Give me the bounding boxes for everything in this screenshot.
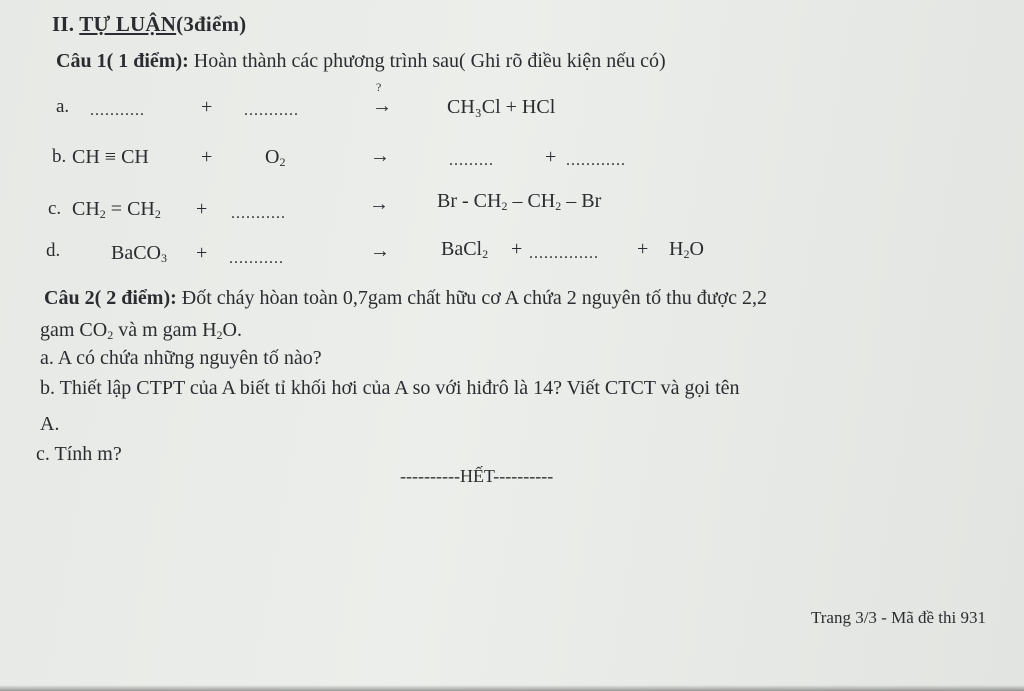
- eq-d-plus-3: +: [637, 238, 649, 260]
- eq-d-blank-2: ..............: [529, 245, 599, 262]
- eq-a-plus: +: [201, 96, 213, 118]
- eq-b-blank-2: ............: [566, 152, 626, 169]
- end-marker: ----------HẾT----------: [400, 466, 554, 486]
- eq-d-arrow: →: [370, 240, 390, 262]
- question-2-label: Câu 2( 2 điểm):: [44, 287, 177, 309]
- question-2-part-a: a. A có chứa những nguyên tố nào?: [40, 347, 322, 369]
- question-2-part-b-cont: A.: [40, 413, 60, 435]
- eq-d-product-1: BaCl$_2$: [441, 238, 489, 261]
- eq-a-product: CH₃Cl + HCl: [447, 96, 556, 118]
- question-2-heading: [44, 282, 767, 314]
- eq-b-plus: +: [201, 146, 213, 168]
- question-2-part-b: b. Thiết lập CTPT của A biết tỉ khối hơi của A so với hiđrô là 14? Viết CTCT và gọi tên: [40, 377, 740, 399]
- question-2-part-c: c. Tính m?: [36, 443, 122, 465]
- eq-a-blank-2: ...........: [244, 102, 299, 119]
- page-footer: Trang 3/3 - Mã đề thi 931: [810, 608, 986, 627]
- eq-d-plus-2: +: [511, 238, 523, 260]
- eq-a-condition: ?: [376, 80, 382, 94]
- eq-b-arrow: →: [370, 145, 390, 167]
- eq-c-arrow: →: [369, 193, 389, 215]
- question-1-text: Hoàn thành các phương trình sau( Ghi rõ điều kiện nếu có): [188, 50, 666, 72]
- eq-c-reactant: $CH_2 = CH_2$: [72, 198, 161, 221]
- eq-d-label: d.: [46, 240, 61, 261]
- eq-c-blank: ...........: [231, 205, 286, 222]
- eq-b-reactant-1: CH ≡ CH: [72, 146, 149, 168]
- eq-b-reactant-2: $O_2$: [265, 146, 286, 169]
- eq-d-reactant: BaCO$_3$: [111, 242, 167, 265]
- question-1-heading: [56, 50, 666, 73]
- eq-d-plus: +: [196, 242, 208, 264]
- eq-b-blank-1: .........: [449, 152, 494, 169]
- eq-b-plus-2: +: [545, 146, 557, 168]
- eq-a-label: a.: [56, 96, 70, 117]
- eq-c-plus: +: [196, 198, 208, 220]
- eq-b-label: b.: [52, 146, 67, 167]
- eq-a-blank-1: ...........: [90, 102, 145, 119]
- eq-d-product-3: $H_2O$: [669, 238, 704, 261]
- section-title: II. TỰ LUẬN(3điểm): [52, 12, 247, 36]
- eq-c-label: c.: [48, 198, 62, 219]
- eq-c-product: Br - $CH_2 - CH_2$ – Br: [437, 190, 602, 213]
- eq-d-blank: ...........: [229, 250, 284, 267]
- question-2-line-2: gam $CO_2$ và m gam $H_2O$.: [40, 319, 242, 342]
- eq-a-arrow: →: [372, 95, 392, 117]
- question-2-text: Đốt cháy hòan toàn 0,7gam chất hữu cơ A chứa 2 nguyên tố thu được 2,2: [176, 287, 767, 309]
- question-1-label: Câu 1( 1 điểm):: [56, 50, 189, 72]
